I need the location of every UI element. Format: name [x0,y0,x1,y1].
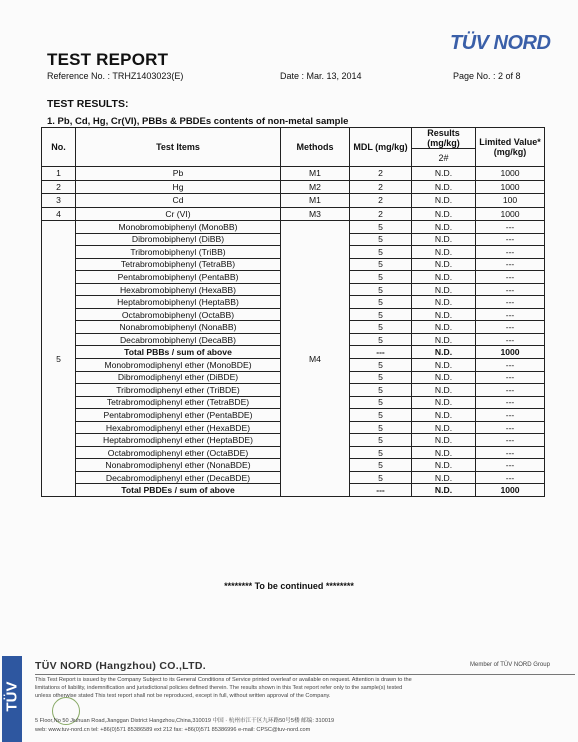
test-item: Total PBBs / sum of above [76,346,281,359]
limit-value: --- [476,246,545,259]
test-item: Dibromobiphenyl (DiBB) [76,233,281,246]
test-item: Cd [76,194,281,208]
mdl-value: 5 [350,396,412,409]
limit-value: --- [476,221,545,234]
limit-value: 1000 [476,180,545,194]
test-item: Hg [76,180,281,194]
table-row [42,180,545,194]
test-item: Octabromodiphenyl ether (OctaBDE) [76,446,281,459]
footer-divider [35,674,575,675]
method: M1 [281,194,350,208]
row-number: 4 [42,207,76,221]
result-value: N.D. [412,221,476,234]
method: M1 [281,167,350,181]
header-sample-id: 2# [412,149,476,167]
result-value: N.D. [412,371,476,384]
mdl-value: 5 [350,296,412,309]
mdl-value: 5 [350,459,412,472]
row-number: 3 [42,194,76,208]
footer-company-name: TÜV NORD (Hangzhou) CO.,LTD. [35,660,206,672]
mdl-value: 5 [350,371,412,384]
limit-value: 1000 [476,167,545,181]
group-method: M4 [281,221,350,497]
test-item: Monobromobiphenyl (MonoBB) [76,221,281,234]
mdl-value: 5 [350,321,412,334]
result-value: N.D. [412,346,476,359]
footer-line-2: limitations of liability, indemnification and jurisdictional policies defined therein. The results shown in this Test report refer only to the sample(s) tested [35,685,403,691]
result-value: N.D. [412,194,476,208]
result-value: N.D. [412,384,476,397]
limit-value: --- [476,409,545,422]
table-row [42,167,545,181]
limit-value: --- [476,371,545,384]
result-value: N.D. [412,180,476,194]
limit-value: 1000 [476,484,545,497]
mdl-value: 5 [350,409,412,422]
limit-value: --- [476,459,545,472]
reference-number: Reference No. : TRHZ1403023(E) [47,71,184,81]
result-value: N.D. [412,308,476,321]
test-item: Tribromodiphenyl ether (TriBDE) [76,384,281,397]
mdl-value: 5 [350,434,412,447]
header-limited-value: Limited Value* (mg/kg) [476,128,545,167]
result-value: N.D. [412,471,476,484]
test-item: Heptabromodiphenyl ether (HeptaBDE) [76,434,281,447]
results-table [41,127,545,497]
report-date: Date : Mar. 13, 2014 [280,71,362,81]
limit-value: --- [476,258,545,271]
result-value: N.D. [412,359,476,372]
test-item: Decabromodiphenyl ether (DecaBDE) [76,471,281,484]
header-results: Results (mg/kg) [412,128,476,149]
limit-value: --- [476,471,545,484]
row-number: 1 [42,167,76,181]
limit-value: 1000 [476,207,545,221]
test-item: Pentabromobiphenyl (PentaBB) [76,271,281,284]
header-mdl: MDL (mg/kg) [350,128,412,167]
mdl-value: 2 [350,167,412,181]
footer-line-3: unless otherwise stated This test report shall not be reproduced, except in full, without written approval of the Company. [35,693,331,699]
group-number: 5 [42,221,76,497]
test-item: Total PBDEs / sum of above [76,484,281,497]
footer-member-text: Member of TÜV NORD Group [470,662,550,668]
test-item: Pentabromodiphenyl ether (PentaBDE) [76,409,281,422]
header-no: No. [42,128,76,167]
test-item: Tetrabromodiphenyl ether (TetraBDE) [76,396,281,409]
tuv-nord-logo: TÜV NORD [450,32,551,54]
mdl-value: 5 [350,271,412,284]
test-item: Hexabromodiphenyl ether (HexaBDE) [76,421,281,434]
result-value: N.D. [412,333,476,346]
mdl-value: 2 [350,194,412,208]
method: M2 [281,180,350,194]
row-number: 2 [42,180,76,194]
result-value: N.D. [412,283,476,296]
limit-value: --- [476,271,545,284]
test-item: Tetrabromobiphenyl (TetraBB) [76,258,281,271]
mdl-value: 5 [350,446,412,459]
mdl-value: 5 [350,233,412,246]
footer-line-1: This Test Report is issued by the Company Subject to its General Conditions of Service printed overleaf or available on request. Attention is drawn to the [35,677,412,683]
mdl-value: 5 [350,421,412,434]
mdl-value: 5 [350,359,412,372]
test-item: Octabromobiphenyl (OctaBB) [76,308,281,321]
footer-address: 5 Floor,No 50 Jiuhuan Road,Jianggan District Hangzhou,China,310019 中国 · 杭州市江干区九环路50号5楼 邮编: 310019 [35,718,335,724]
limit-value: --- [476,321,545,334]
result-value: N.D. [412,421,476,434]
result-value: N.D. [412,459,476,472]
result-value: N.D. [412,396,476,409]
limit-value: --- [476,421,545,434]
result-value: N.D. [412,446,476,459]
mdl-value: 5 [350,333,412,346]
test-item: Nonabromobiphenyl (NonaBB) [76,321,281,334]
mdl-value: 5 [350,384,412,397]
result-value: N.D. [412,484,476,497]
to-be-continued: ******** To be continued ******** [224,581,354,591]
test-item: Tribromobiphenyl (TriBB) [76,246,281,259]
method: M3 [281,207,350,221]
test-item: Nonabromodiphenyl ether (NonaBDE) [76,459,281,472]
limit-value: --- [476,296,545,309]
table-row [42,207,545,221]
result-value: N.D. [412,296,476,309]
result-value: N.D. [412,207,476,221]
mdl-value: 2 [350,207,412,221]
result-value: N.D. [412,233,476,246]
result-value: N.D. [412,321,476,334]
test-item: Cr (VI) [76,207,281,221]
result-value: N.D. [412,246,476,259]
table-row [42,194,545,208]
section-title: TEST RESULTS: [47,98,129,110]
limit-value: --- [476,434,545,447]
test-item: Monobromodiphenyl ether (MonoBDE) [76,359,281,372]
mdl-value: 5 [350,221,412,234]
limit-value: --- [476,333,545,346]
limit-value: --- [476,396,545,409]
test-item: Decabromobiphenyl (DecaBB) [76,333,281,346]
test-item: Pb [76,167,281,181]
limit-value: --- [476,446,545,459]
limit-value: --- [476,233,545,246]
mdl-value: 2 [350,180,412,194]
report-title: TEST REPORT [47,50,169,69]
limit-value: --- [476,283,545,296]
mdl-value: 5 [350,246,412,259]
result-value: N.D. [412,409,476,422]
mdl-value: --- [350,484,412,497]
limit-value: --- [476,359,545,372]
limit-value: --- [476,384,545,397]
limit-value: 1000 [476,346,545,359]
mdl-value: --- [350,346,412,359]
mdl-value: 5 [350,258,412,271]
result-value: N.D. [412,167,476,181]
limit-value: --- [476,308,545,321]
test-item: Dibromodiphenyl ether (DiBDE) [76,371,281,384]
header-test-items: Test Items [76,128,281,167]
result-value: N.D. [412,271,476,284]
test-item: Hexabromobiphenyl (HexaBB) [76,283,281,296]
subsection-title: 1. Pb, Cd, Hg, Cr(VI), PBBs & PBDEs contents of non-metal sample [47,116,349,127]
table-row [42,221,545,234]
result-value: N.D. [412,258,476,271]
limit-value: 100 [476,194,545,208]
mdl-value: 5 [350,471,412,484]
mdl-value: 5 [350,308,412,321]
page-number: Page No. : 2 of 8 [453,71,521,81]
mdl-value: 5 [350,283,412,296]
header-methods: Methods [281,128,350,167]
test-item: Heptabromobiphenyl (HeptaBB) [76,296,281,309]
footer-side-logo: TÜV [2,656,22,742]
results-body [42,167,545,497]
result-value: N.D. [412,434,476,447]
footer-contact: web: www.tuv-nord.cn tel: +86(0)571 85386589 ext 212 fax: +86(0)571 85386996 e-mail: CPSC@tuv-nord.com [35,727,311,733]
